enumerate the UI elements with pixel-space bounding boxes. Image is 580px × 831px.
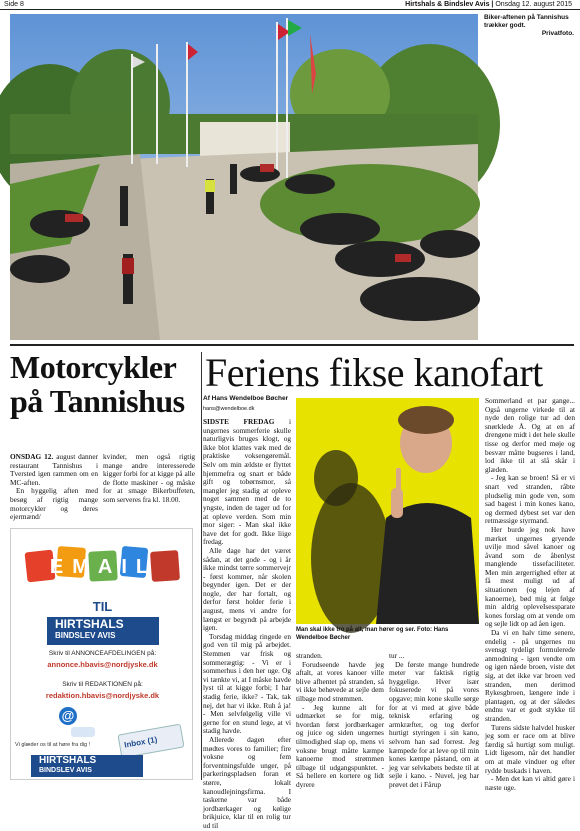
brand-top-footer: HIRTSHALS [39, 755, 97, 766]
photo-caption-text: Biker-aftenen på Tannishus trækker godt. [484, 14, 569, 29]
section-divider [10, 344, 574, 346]
paper-date: Hirtshals & Bindslev Avis | Onsdag 12. august 2015 [405, 1, 572, 8]
main-col1 [203, 418, 291, 831]
man-photo-caption: Man skal ikke tro på alt, man hører og ser. Foto: Hans Wendelboe Bøcher [296, 627, 449, 641]
left-headline: Motorcykler på Tannishus [10, 349, 185, 419]
at-sign-icon: @ [59, 707, 77, 725]
main-c1-p1 [203, 418, 291, 547]
photo-credit: Privatfoto. [541, 30, 574, 37]
page-header [0, 0, 580, 10]
brand-logo [47, 617, 159, 645]
page-number: Side 8 [4, 1, 24, 8]
ad-address-2[interactable]: redaktion.hbavis@nordjyske.dk [45, 691, 160, 700]
main-c4-p1: Sommerland et par gange... Også ungerne virkede til at nyde den rolige tur ad den snørklede Å. Og at en af drengene midt i det hele skulle tisse og derfor med møje og besvær måtte bugseres i land, lod ikke til at slå skår i glæden. [485, 396, 575, 474]
author-email: hans@wendelboe.dk [203, 406, 255, 412]
ad-til: TIL [92, 599, 113, 614]
left-p2: En hyggelig aften med besøg af rigtig mange motorcykler og deres ejermænd/ [10, 486, 98, 522]
inbox-label: Inbox (1) [123, 734, 158, 750]
main-c1-p4: Allerede dagen efter mødtes vores to familier; fire voksne og fem forventningsfulde unger, på parkeringspladsen foran et større, lokalt kanoudlejningsfirma. I taskerne var både jordbærkager og kølige brikjuice, klar til en rolig tur ud til [203, 734, 291, 830]
main-c3-p2: De første mange hundrede meter var faktisk rigtig hyggelige. Hver især fokuserede vi på vores opgave; min kone skulle sørge for at vi med at give både teknisk erfaring og armkræfter, og tog derfor hurtigt styringen i sin kano, selvom han sad forrest. Jeg kæmpede for at leve op til min kones kæmpe påstand, om at jeg var selvkabets bedste til at sejle i kano. - Nuvel, jeg har prøvet det i Fårup [389, 659, 479, 789]
left-p1-rest: august danner restaurant Tannishus i Tversted igen rammen om en MC-aften. [10, 452, 99, 487]
main-c1-p3: Torsdag middag ringede en god ven til mig på arbejdet. Stemmen var frisk og sommerægtig: - Vi er i sommerhus i den her uge. Og vi tænkte vi, at I måske havde lyst til at kigge forbi; I har stadig ferie, ikke? - Tak, tak nej, det har vi ikke. Ruh å ja! - Men selvfølgelig ville vi gerne for en stund lege, at vi stadig havde. [203, 631, 291, 736]
main-c4-p6: - Men det kan vi altid gøre i næste uge. [485, 774, 575, 792]
main-col3 [389, 652, 479, 790]
brand-logo-footer [31, 755, 143, 777]
photo-caption [484, 14, 574, 38]
brand-top: HIRTSHALS [55, 617, 124, 631]
brand-bottom: BINDSLEV AVIS [55, 631, 116, 640]
main-c2-p2: Forudseende havde jeg aftalt, at vores kanoer ville blive afhentet på stranden, så vi ikke behøvede at sejle dem tilbage mod strømmen. [296, 659, 384, 703]
main-c3-p1: tur ... [389, 651, 405, 660]
main-c1-text: i ungernes sommerferie skulle naturligvis bruges klogt, og ikke blot klattes væk med de praktiske voksengøremål. Selv om min ældste er flyttet hjemmefra og snart er både gift og tobørnsmor, så mangler jeg stadig at opleve noget sammen med de to yngste, inden de tager ud for at opleve verden. Som min mor siger: - Man skal ikke have det for godt. Ikke liige fredag. [203, 417, 291, 547]
main-c2-p1: stranden. [296, 651, 323, 660]
main-col2 [296, 652, 384, 790]
left-p1-lead: ONSDAG 12. [10, 452, 54, 461]
main-c1-lead: SIDSTE FREDAG [203, 417, 275, 426]
email-ad [10, 528, 193, 780]
man-photo [296, 398, 479, 624]
main-c1-p2: Alle dage har det været sådan, at det gode - og i år ikke mindst tørre sommervejr - først kommer, når skolen begynder igen. Det er der nogle, der har fortalt, og derfor først holder ferie i august, mens vi andre for længst er begyndt på arbejde igen. [203, 545, 291, 633]
left-article-col1 [10, 453, 98, 522]
main-headline: Feriens fikse kanofart [205, 350, 543, 395]
main-c4-p5: Turens sidste halvdel husker jeg som er race om at blive færdig så hurtigt som muligt. Lidt ligesom, når det handler om at male vinduer og efter rydde buskads i haven. [485, 722, 575, 775]
brand-bottom-footer: BINDSLEV AVIS [39, 767, 92, 774]
main-c4-p4: Da vi en halv time senere, endelig - på ungernes nu svensgt tydeligt formulerede anmodning - igen vendte om og igen nåede broen, viste det sig, at det ikke var broen ved stranden, men derimod Rykesgbroen, længere inde i plantagen, og at der således endnu var et godt stykke til stranden. [485, 628, 575, 723]
motorcycle-photo [10, 14, 478, 340]
left-p1 [10, 453, 98, 487]
ad-address-1[interactable]: annonce.hbavis@nordjyske.dk [47, 660, 158, 669]
paper-name: Hirtshals & Bindslev Avis [405, 1, 490, 8]
email-word: EMAIL [49, 556, 158, 578]
mouse-icon [71, 727, 95, 737]
ad-line2: Skriv til REDAKTIONEN på: [62, 681, 143, 688]
main-c4-p2: - Jeg kan se broen! Så er vi snart ved stranden, råbte pludselig min gode ven, som sad bagest i min kones kano, og dermed dybest set var den retmæssige styrmand. [485, 473, 575, 526]
left-article-col2: kvinder, men også rigtig mange andre interesserede kigger forbi for at kigge på alle de flotte maskiner - og måske for at smage Bikerbuffeten, som serveres fra kl. 18.00. [103, 452, 195, 504]
main-c2-p3: - Jeg kunne alt for udmærket se for mig, hvordan først jordbærkager og juice og siden ungernes tilmodighed slap op, mens vi voksne brugt måtte kæmpe kanoerne mod strømmen tilbage til udgangspunktet. - Så hellere en kortere og lidt dyrere [296, 702, 384, 789]
byline: Af Hans Wendelboe Bøcher [203, 395, 289, 402]
ad-footer: Vi glæder os til at høre fra dig ! [15, 742, 91, 748]
column-divider [201, 352, 202, 780]
main-c4-p3: Her burde jeg nok have mærket ungernes gryende uvilje mod såvel kanoer og åvand som de åbenlyst manglende tissefaciliteter. Men min ærgerrighed efter at få mest muligt ud af situationen (og lejen af kanoerne), bød mig at følge min aldrig opleveIsessparate kones forslag om at vende om og sejle lidt op ad åen igen. [485, 524, 575, 629]
issue-date: Onsdag 12. august 2015 [495, 1, 572, 8]
ad-line1: Skriv til ANNONCEAFDELINGEN på: [48, 650, 157, 657]
main-col4 [485, 397, 575, 792]
